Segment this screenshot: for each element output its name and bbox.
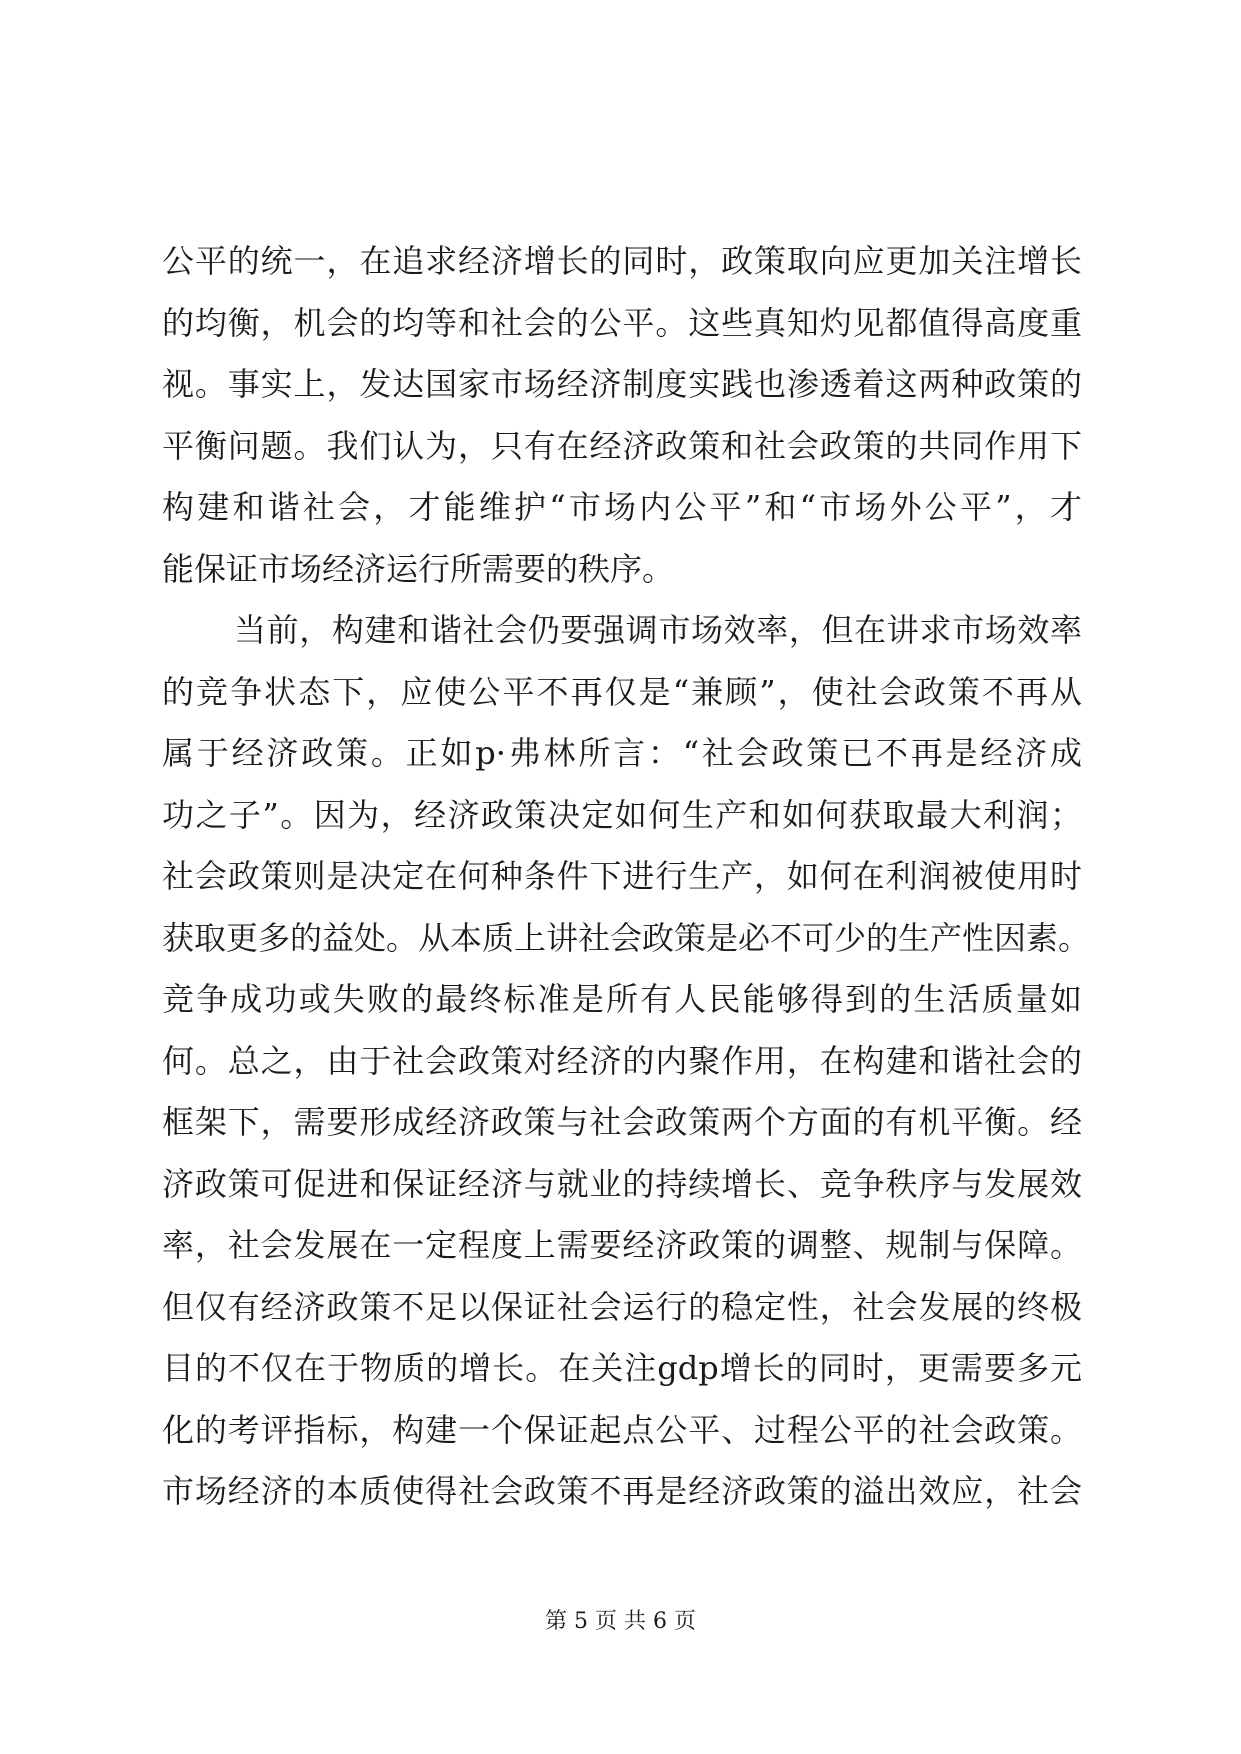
- text-line: 公平的统一，在追求经济增长的同时，政策取向应更加关注增长: [162, 242, 1082, 280]
- text-line: 属于经济政策。正如p·弗林所言：“社会政策已不再是经济成: [162, 734, 1082, 772]
- text-line: 市场经济的本质使得社会政策不再是经济政策的溢出效应，社会: [162, 1472, 1082, 1510]
- text-line: 平衡问题。我们认为，只有在经济政策和社会政策的共同作用下: [162, 426, 1082, 465]
- paragraph-start-line: 当前，构建和谐社会仍要强调市场效率，但在讲求市场效率: [234, 611, 1082, 649]
- text-line: 的竞争状态下，应使公平不再仅是“兼顾”，使社会政策不再从: [162, 672, 1082, 711]
- text-line: 何。总之，由于社会政策对经济的内聚作用，在构建和谐社会的: [162, 1041, 1082, 1080]
- text-line: 化的考评指标，构建一个保证起点公平、过程公平的社会政策。: [162, 1410, 1082, 1449]
- text-line: 竞争成功或失败的最终标准是所有人民能够得到的生活质量如: [162, 980, 1082, 1018]
- page-number-footer: 第 5 页 共 6 页: [545, 1609, 696, 1634]
- text-line: 框架下，需要形成经济政策与社会政策两个方面的有机平衡。经: [162, 1103, 1082, 1141]
- body-text: [162, 231, 1091, 1523]
- text-line: 但仅有经济政策不足以保证社会运行的稳定性，社会发展的终极: [162, 1287, 1082, 1326]
- text-line: 目的不仅在于物质的增长。在关注gdp增长的同时，更需要多元: [162, 1349, 1082, 1387]
- text-line: 社会政策则是决定在何种条件下进行生产，如何在利润被使用时: [162, 857, 1082, 895]
- text-line: 能保证市场经济运行所需要的秩序。: [162, 549, 675, 588]
- text-line: 构建和谐社会，才能维护“市场内公平”和“市场外公平”，才: [162, 488, 1082, 526]
- text-line: 的均衡，机会的均等和社会的公平。这些真知灼见都值得高度重: [162, 303, 1082, 342]
- text-line: 济政策可促进和保证经济与就业的持续增长、竞争秩序与发展效: [162, 1164, 1082, 1203]
- text-line: 视。事实上，发达国家市场经济制度实践也渗透着这两种政策的: [162, 365, 1082, 403]
- text-line: 功之子”。因为，经济政策决定如何生产和如何获取最大利润；: [162, 795, 1082, 834]
- text-line: 获取更多的益处。从本质上讲社会政策是必不可少的生产性因素。: [162, 918, 1091, 957]
- text-line: 率，社会发展在一定程度上需要经济政策的调整、规制与保障。: [162, 1226, 1082, 1264]
